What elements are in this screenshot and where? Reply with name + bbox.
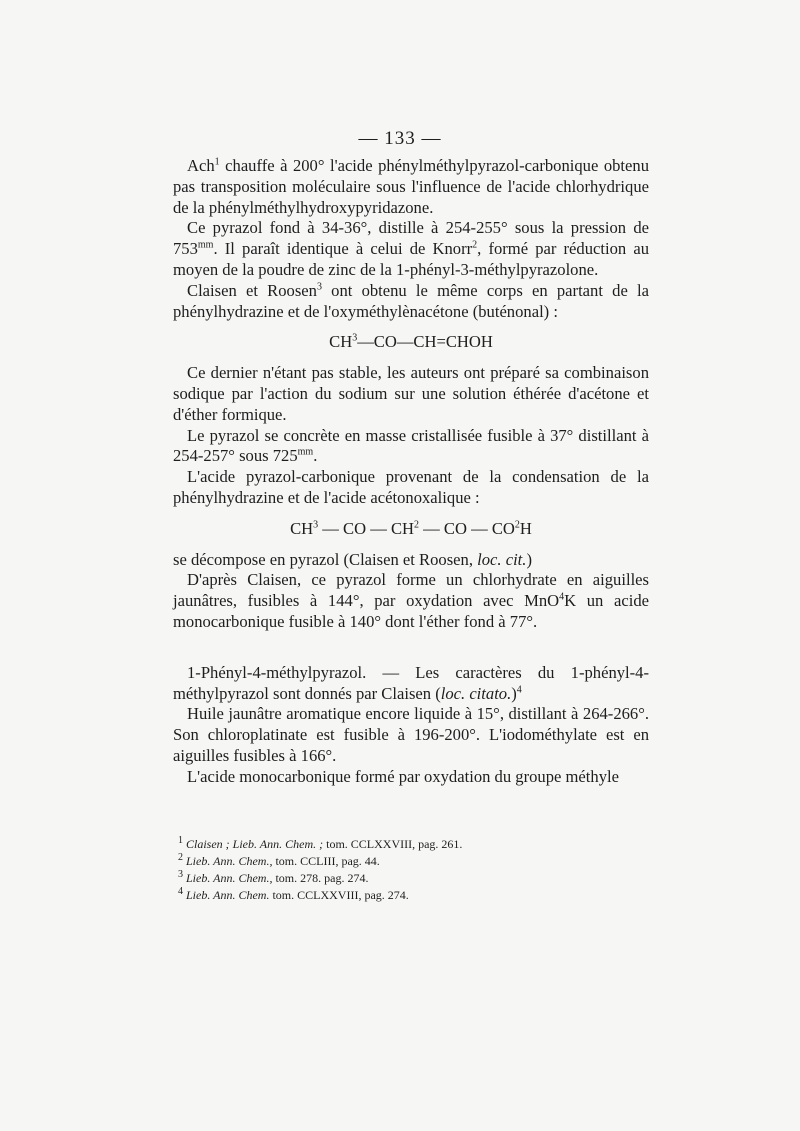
footnote: $^1$ Claisen ; Lieb. Ann. Chem. ; tom. CCLXXVIII, pag. 261. bbox=[178, 835, 463, 851]
paragraph: se décompose en pyrazol (Claisen et Roosen, loc. cit.) bbox=[173, 549, 532, 569]
chemical-formula: $CH^3$ — CO — $CH^2$ — CO — $CO^2H$ bbox=[290, 518, 532, 538]
footnote: $^3$ Lieb. Ann. Chem., tom. 278. pag. 274. bbox=[178, 869, 369, 885]
section-heading-paragraph: 1-Phényl-4-méthylpyrazol. — Les caractères du 1-phényl-4-méthylpyrazol sont donnés par Claisen (loc. citato.)$^4$ bbox=[173, 662, 649, 703]
chemical-formula: $CH^3—CO—CH=CHOH$ bbox=[329, 332, 493, 352]
paragraph: D'après Claisen, ce pyrazol forme un chlorhydrate en aiguilles jaunâtres, fusibles à 144°, par oxydation avec MnO$^4$K un acide monocarbonique fusible à 140° dont l'éther fond à 77°. bbox=[173, 570, 649, 631]
paragraph: Ach$^1$ chauffe à 200° l'acide phénylméthylpyrazol-carbonique obtenu pas transposition moléculaire sous l'influence de l'acide chlorhydrique de la phénylméthylhydroxypyridazone. bbox=[173, 156, 649, 217]
paragraph: L'acide pyrazol-carbonique provenant de la condensation de la phénylhydrazine et de l'acide acétonoxalique : bbox=[173, 467, 649, 507]
paragraph: L'acide monocarbonique formé par oxydation du groupe méthyle bbox=[187, 766, 619, 786]
paragraph: Claisen et Roosen$^3$ ont obtenu le même corps en partant de la phénylhydrazine et de l'oxyméthylènacétone (buténonal) : bbox=[173, 280, 649, 321]
footnote: $^2$ Lieb. Ann. Chem., tom. CCLIII, pag. 44. bbox=[178, 852, 380, 868]
paragraph: Ce dernier n'étant pas stable, les auteurs ont préparé sa combinaison sodique par l'action du sodium sur une solution éthérée d'acétone et d'éther formique. bbox=[173, 363, 649, 424]
paragraph: Ce pyrazol fond à 34-36°, distille à 254-255° sous la pression de $753^{mm}$. Il paraît identique à celui de Knorr$^2$, formé par réduction au moyen de la poudre de zinc de la 1-phényl-3-méthylpyrazolone. bbox=[173, 218, 649, 279]
footnote: $^4$ Lieb. Ann. Chem. tom. CCLXXVIII, pag. 274. bbox=[178, 886, 409, 902]
page-number: — 133 — bbox=[358, 128, 442, 149]
section-gap bbox=[173, 633, 649, 663]
main-text bbox=[173, 156, 649, 788]
footnotes bbox=[178, 836, 638, 904]
paragraph: Le pyrazol se concrète en masse cristallisée fusible à 37° distillant à 254-257° sous $725^{mm}$. bbox=[173, 425, 649, 466]
paragraph: Huile jaunâtre aromatique encore liquide à 15°, distillant à 264-266°. Son chloroplatinate est fusible à 196-200°. L'iodométhylate est en aiguilles fusibles à 166°. bbox=[173, 704, 649, 765]
